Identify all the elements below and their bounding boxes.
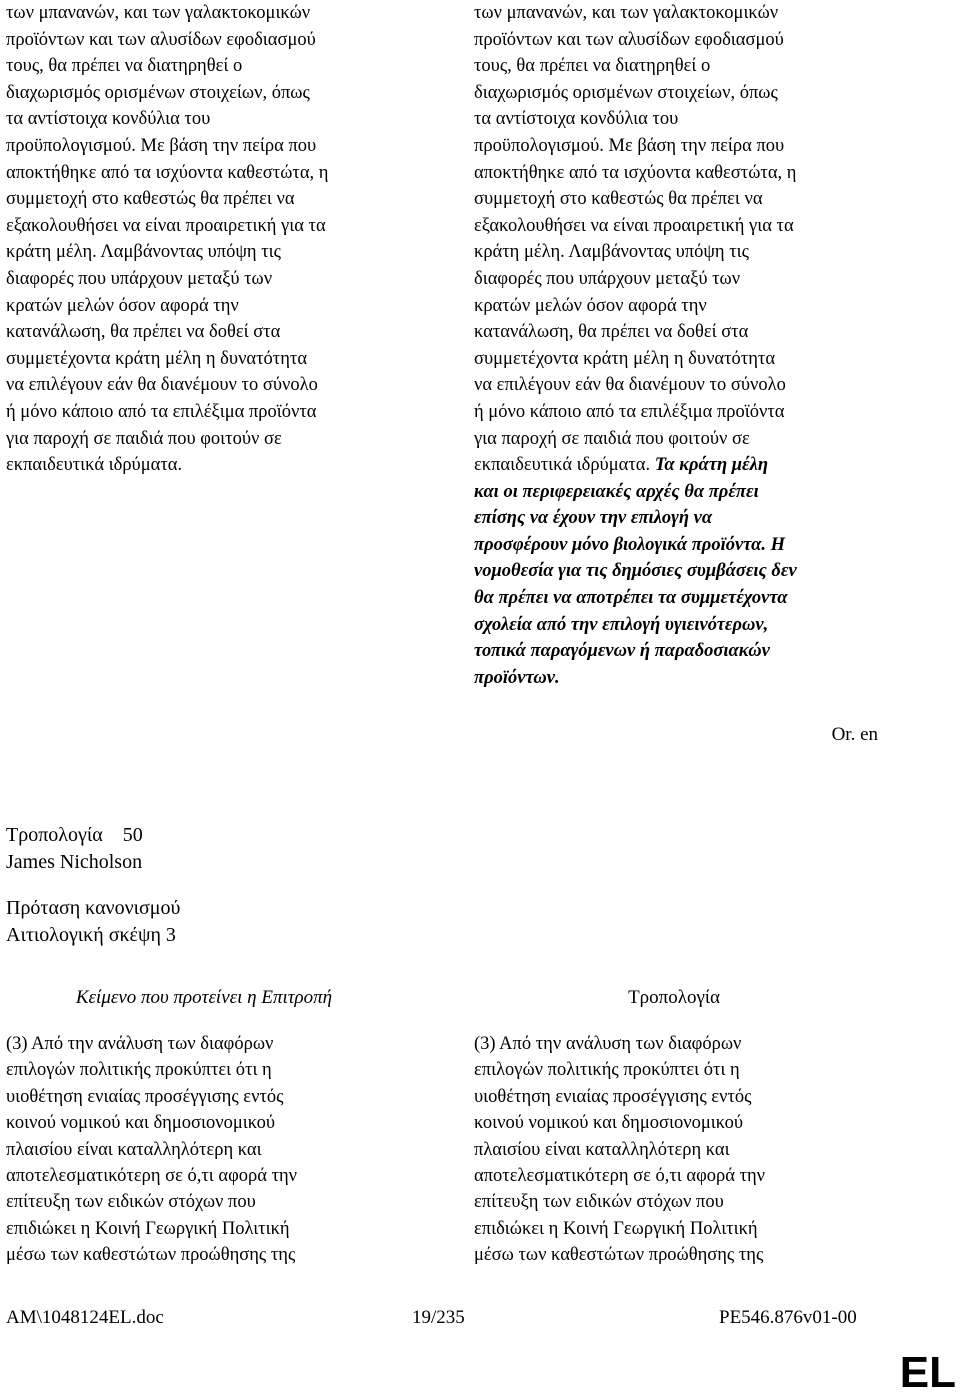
- text-line: κρατών μελών όσον αφορά την: [6, 295, 239, 316]
- text-line: διαφορές που υπάρχουν μεταξύ των: [474, 268, 741, 289]
- text-line: (3) Από την ανάλυση των διαφόρων: [6, 1034, 274, 1054]
- text-line: συμμετέχοντα κράτη μέλη η δυνατότητα: [474, 348, 776, 369]
- text-line: κράτη μέλη. Λαμβάνοντας υπόψη τις: [474, 242, 749, 263]
- text-line: συμμετοχή στο καθεστώς θα πρέπει να: [6, 189, 295, 210]
- proposal-type: Πρόταση κανονισμού: [6, 897, 181, 919]
- text-line: αποτελεσματικότερη σε ό,τι αφορά την: [474, 1166, 766, 1187]
- plain-text: εκπαιδευτικά ιδρύματα.: [474, 455, 655, 476]
- text-line: υιοθέτηση ενιαίας προσέγγισης εντός: [6, 1086, 284, 1107]
- text-line: εξακολουθήσει να είναι προαιρετική για τα: [6, 215, 326, 236]
- page-number: 19/235: [412, 1307, 465, 1328]
- commission-text-heading: Κείμενο που προτείνει η Επιτροπή: [75, 987, 333, 1008]
- text-line: των μπανανών, και των γαλακτοκομικών: [474, 3, 779, 23]
- text-line: να επιλέγουν εάν θα διανέμουν το σύνολο: [6, 375, 318, 396]
- recital-commission-text: [6, 1031, 297, 1269]
- text-line: κατανάλωση, θα πρέπει να δοθεί στα: [6, 322, 281, 343]
- text-line: συμμετοχή στο καθεστώς θα πρέπει να: [474, 189, 763, 210]
- text-line: επιδιώκει η Κοινή Γεωργική Πολιτική: [6, 1218, 290, 1239]
- text-line: κοινού νομικού και δημοσιονομικού: [474, 1113, 744, 1134]
- text-line: των μπανανών, και των γαλακτοκομικών: [6, 3, 311, 23]
- text-line: κρατών μελών όσον αφορά την: [474, 295, 707, 316]
- language-code: EL: [899, 1348, 956, 1397]
- text-line: προϋπολογισμού. Με βάση την πείρα που: [474, 135, 785, 156]
- amended-line: νομοθεσία για τις δημόσιες συμβάσεις δεν: [474, 561, 797, 582]
- text-line: επιλογών πολιτικής προκύπτει ότι η: [474, 1060, 740, 1081]
- amended-line: επίσης να έχουν την επιλογή να: [474, 508, 713, 529]
- amended-line: σχολεία από την επιλογή υγιεινότερων,: [474, 614, 769, 635]
- page-footer: [0, 1305, 960, 1335]
- text-line: προϊόντων και των αλυσίδων εφοδιασμού: [6, 29, 316, 50]
- text-line: (3) Από την ανάλυση των διαφόρων: [474, 1034, 742, 1054]
- amended-line: προσφέρουν μόνο βιολογικά προϊόντα. Η: [474, 534, 786, 555]
- text-line: πλαισίου είναι καταλληλότερη και: [6, 1139, 262, 1160]
- amended-line: τοπικά παραγόμενων ή παραδοσιακών: [474, 641, 770, 662]
- pe-reference: PE546.876v01-00: [719, 1307, 857, 1328]
- amended-text: Τα κράτη μέλη: [654, 455, 768, 476]
- text-line: τους, θα πρέπει να διατηρηθεί ο: [474, 56, 711, 77]
- text-line: εξακολουθήσει να είναι προαιρετική για τα: [474, 215, 794, 236]
- text-line: υιοθέτηση ενιαίας προσέγγισης εντός: [474, 1086, 752, 1107]
- text-line: συμμετέχοντα κράτη μέλη η δυνατότητα: [6, 348, 308, 369]
- text-line: να επιλέγουν εάν θα διανέμουν το σύνολο: [474, 375, 786, 396]
- text-line: επιλογών πολιτικής προκύπτει ότι η: [6, 1060, 272, 1081]
- text-line: επίτευξη των ειδικών στόχων που: [6, 1192, 256, 1213]
- text-line: επιδιώκει η Κοινή Γεωργική Πολιτική: [474, 1218, 758, 1239]
- left-column-text: [6, 0, 446, 479]
- text-line: διαχωρισμός ορισμένων στοιχείων, όπως: [474, 82, 778, 103]
- text-line: κατανάλωση, θα πρέπει να δοθεί στα: [474, 322, 749, 343]
- text-line: μέσω των καθεστώτων προώθησης της: [474, 1245, 764, 1266]
- text-line: επίτευξη των ειδικών στόχων που: [474, 1192, 724, 1213]
- recital-amendment-text: [474, 1031, 765, 1269]
- text-line: αποκτήθηκε από τα ισχύοντα καθεστώτα, η: [474, 162, 797, 183]
- right-column-text: [474, 0, 914, 691]
- text-line: κοινού νομικού και δημοσιονομικού: [6, 1113, 276, 1134]
- text-line: τα αντίστοιχα κονδύλια του: [474, 109, 679, 130]
- text-line: προϊόντων και των αλυσίδων εφοδιασμού: [474, 29, 784, 50]
- text-line: αποτελεσματικότερη σε ό,τι αφορά την: [6, 1166, 298, 1187]
- text-line: αποκτήθηκε από τα ισχύοντα καθεστώτα, η: [6, 162, 329, 183]
- text-line: για παροχή σε παιδιά που φοιτούν σε: [6, 428, 282, 449]
- text-line: διαχωρισμός ορισμένων στοιχείων, όπως: [6, 82, 310, 103]
- original-language: Or. en: [831, 724, 878, 745]
- amended-line: θα πρέπει να αποτρέπει τα συμμετέχοντα: [474, 588, 788, 609]
- amended-line: προϊόντων.: [474, 667, 560, 688]
- amendment-number: 50: [122, 824, 143, 846]
- amended-line: και οι περιφερειακές αρχές θα πρέπει: [474, 481, 759, 502]
- text-line-mixed: [474, 452, 914, 479]
- text-line: για παροχή σε παιδιά που φοιτούν σε: [474, 428, 750, 449]
- text-line: ή μόνο κάποιο από τα επιλέξιμα προϊόντα: [474, 401, 785, 422]
- text-line: τους, θα πρέπει να διατηρηθεί ο: [6, 56, 243, 77]
- text-line: κράτη μέλη. Λαμβάνοντας υπόψη τις: [6, 242, 281, 263]
- author: James Nicholson: [6, 850, 143, 873]
- text-line: μέσω των καθεστώτων προώθησης της: [6, 1245, 296, 1266]
- amendment-label: Τροπολογία: [6, 824, 103, 846]
- document-reference: AM\1048124EL.doc: [6, 1307, 164, 1328]
- text-line: προϋπολογισμού. Με βάση την πείρα που: [6, 135, 317, 156]
- text-line: πλαισίου είναι καταλληλότερη και: [474, 1139, 730, 1160]
- amendment-title: [6, 822, 180, 849]
- text-line: ή μόνο κάποιο από τα επιλέξιμα προϊόντα: [6, 401, 317, 422]
- amendment-heading: Τροπολογία: [628, 987, 720, 1008]
- text-line: τα αντίστοιχα κονδύλια του: [6, 109, 211, 130]
- text-line: διαφορές που υπάρχουν μεταξύ των: [6, 268, 273, 289]
- text-line: εκπαιδευτικά ιδρύματα.: [6, 455, 183, 476]
- amendment-header: [6, 822, 180, 948]
- recital: Αιτιολογική σκέψη 3: [6, 923, 176, 946]
